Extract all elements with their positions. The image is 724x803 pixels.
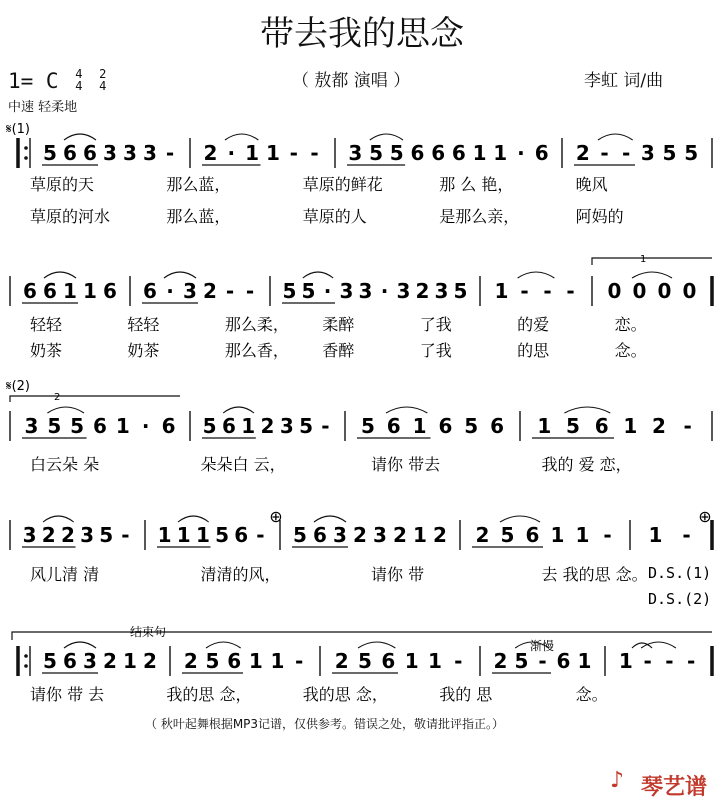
note: 6 <box>234 523 249 547</box>
lyric-verse-1: 清清的风， <box>200 565 281 584</box>
note: 5 <box>202 414 217 438</box>
note: 5 <box>47 414 62 438</box>
lyric-verse-2: 香醉 <box>322 341 355 360</box>
note: 6 <box>103 279 117 303</box>
lyric-verse-2: 是那么亲， <box>439 207 520 226</box>
slur <box>178 516 209 522</box>
note: 6 <box>451 141 466 165</box>
note: - <box>622 141 631 165</box>
note: 1 <box>248 649 263 673</box>
note: 1 <box>63 279 77 303</box>
note: · <box>141 414 150 438</box>
lyric-verse-2: 草原的人 <box>302 207 367 226</box>
slur <box>47 407 84 413</box>
repeat-dot <box>24 146 28 150</box>
time-sig-2: 2 4 <box>99 67 107 93</box>
note: 5 <box>464 414 479 438</box>
slur <box>223 407 254 413</box>
note: - <box>289 141 298 165</box>
note: 5 <box>389 141 404 165</box>
note: 1 <box>494 279 509 303</box>
volta-1-label: 1 <box>640 254 647 265</box>
note: 2 <box>575 141 590 165</box>
lyric-verse-1: 柔醉 <box>322 315 355 334</box>
slur <box>386 407 427 413</box>
note: 3 <box>396 279 411 303</box>
note: - <box>665 649 674 673</box>
note: 3 <box>24 414 39 438</box>
note: 1 <box>270 649 285 673</box>
lyric-verse-1: 我的思 念， <box>302 685 388 704</box>
note: 1 <box>404 649 419 673</box>
lyric-verse-2: 那么蓝， <box>166 207 231 226</box>
lyric-verse-1: 去 我的思 念。 <box>541 565 648 584</box>
slur <box>44 272 76 278</box>
note: - <box>310 141 319 165</box>
note: 1 <box>493 141 508 165</box>
note: 6 <box>556 649 571 673</box>
slur <box>164 272 196 278</box>
lyric-verse-2: 奶茶 <box>30 341 63 360</box>
note: 2 <box>475 523 490 547</box>
lyric-verse-1: 轻轻 <box>30 315 63 334</box>
note: 2 <box>143 649 157 673</box>
note: 5 <box>662 141 677 165</box>
note: - <box>538 649 547 673</box>
note: 2 <box>334 649 349 673</box>
lyric-verse-1: 我的 爱 恋， <box>541 455 632 474</box>
slur <box>64 134 96 140</box>
note: 3 <box>434 279 449 303</box>
lyric-verse-2: 草原的河水 <box>30 207 111 226</box>
site-logo: 琴艺谱 <box>641 775 708 800</box>
note: - <box>295 649 304 673</box>
lyric-verse-2: 奶茶 <box>127 341 160 360</box>
lyric-verse-2: 的思 <box>517 341 550 360</box>
slur <box>43 516 74 522</box>
note: · <box>227 141 236 165</box>
note: 1 <box>575 523 590 547</box>
lyric-verse-1: 念。 <box>575 685 608 704</box>
key-text: 1= C <box>8 69 59 93</box>
note: - <box>600 141 609 165</box>
note: 5 <box>360 414 375 438</box>
note: 6 <box>386 414 401 438</box>
note: 6 <box>410 141 425 165</box>
note: 3 <box>279 414 294 438</box>
lyric-verse-2: 阿妈的 <box>575 207 624 226</box>
lyric-verse-1: 风儿清 清 <box>30 565 100 584</box>
note: 3 <box>358 279 373 303</box>
lyric-verse-1: 那么柔， <box>224 315 289 334</box>
note: 1 <box>550 523 565 547</box>
note: 3 <box>348 141 363 165</box>
note: 3 <box>143 141 157 165</box>
note: 3 <box>80 523 95 547</box>
note: 6 <box>23 279 37 303</box>
coda-bracket <box>12 632 712 640</box>
note: 5 <box>43 141 57 165</box>
note: 3 <box>123 141 137 165</box>
note: 2 <box>260 414 275 438</box>
note: 6 <box>313 523 327 547</box>
note: 1 <box>412 414 427 438</box>
volta-2-label: 2 <box>54 392 61 403</box>
note: 5 <box>514 649 529 673</box>
note: - <box>520 279 529 303</box>
note: 2 <box>60 523 75 547</box>
note: 2 <box>433 523 447 547</box>
volta-2-bracket <box>10 396 180 402</box>
note: 6 <box>161 414 176 438</box>
note: 2 <box>493 649 508 673</box>
note: 6 <box>63 141 77 165</box>
repeat-dot <box>24 664 28 668</box>
note: 5 <box>301 279 316 303</box>
note: 1 <box>245 141 260 165</box>
note: 2 <box>203 279 217 303</box>
lyric-verse-2: 念。 <box>614 341 647 360</box>
note: 3 <box>373 523 387 547</box>
note: 5 <box>500 523 515 547</box>
note: · <box>323 279 332 303</box>
note: 6 <box>534 141 549 165</box>
note: 2 <box>353 523 367 547</box>
lyric-verse-1: 我的 思 <box>439 685 493 704</box>
lyric-verse-1: 请你 带去 <box>371 455 441 474</box>
note: 5 <box>299 414 314 438</box>
note: 1 <box>537 414 552 438</box>
note: 3 <box>183 279 197 303</box>
tempo-marking: 中速 轻柔地 <box>8 100 78 115</box>
volta-1-bracket <box>592 258 712 265</box>
lyric-verse-1: 那 么 艳， <box>439 175 514 194</box>
note: 6 <box>93 414 107 438</box>
note: 1 <box>83 279 97 303</box>
note: 1 <box>472 141 487 165</box>
slur <box>225 134 258 140</box>
note: 2 <box>415 279 430 303</box>
note: 2 <box>203 141 218 165</box>
note: 3 <box>22 523 37 547</box>
note: 6 <box>594 414 609 438</box>
coda-label: 结束句 <box>130 625 167 639</box>
note: · <box>380 279 389 303</box>
lyric-verse-1: 草原的鲜花 <box>302 175 383 194</box>
note: 3 <box>333 523 347 547</box>
lyric-verse-2: 那么香， <box>224 341 289 360</box>
note: 5 <box>43 649 57 673</box>
lyric-verse-2: 了我 <box>419 341 452 360</box>
note: - <box>321 414 330 438</box>
slur <box>314 516 346 522</box>
note: 6 <box>143 279 157 303</box>
note: - <box>256 523 265 547</box>
note: - <box>225 279 235 303</box>
note: 2 <box>652 414 666 438</box>
note: - <box>566 279 575 303</box>
slur <box>64 642 96 648</box>
slur <box>370 134 403 140</box>
lyric-verse-1: 朵朵白 云， <box>200 455 286 474</box>
note: 3 <box>640 141 655 165</box>
lyric-verse-1: 请你 带 <box>371 565 425 584</box>
slur <box>564 407 610 413</box>
lyric-verse-1: 了我 <box>419 315 452 334</box>
logo-icon: ♪ <box>610 768 625 793</box>
note: 2 <box>41 523 56 547</box>
lyric-verse-1: 请你 带 去 <box>30 685 105 704</box>
song-title: 带去我的思念 <box>260 14 464 54</box>
slur <box>358 642 395 648</box>
note: - <box>686 649 696 673</box>
note: 0 <box>607 279 622 303</box>
lyric-verse-1: 的爱 <box>517 315 550 334</box>
slur <box>518 272 555 278</box>
note: 6 <box>431 141 446 165</box>
note: 1 <box>176 523 191 547</box>
lyric-verse-1: 那么蓝， <box>166 175 231 194</box>
note: - <box>543 279 552 303</box>
note: 5 <box>205 649 220 673</box>
lyric-verse-1: 恋。 <box>614 315 647 334</box>
author-credit: 李虹 词/曲 <box>584 71 664 91</box>
note: · <box>517 141 525 165</box>
repeat-dot <box>24 654 28 658</box>
lyric-verse-1: 晚风 <box>575 175 608 194</box>
note: 0 <box>657 279 672 303</box>
lyric-verse-1: 轻轻 <box>127 315 160 334</box>
note: 1 <box>157 523 172 547</box>
note: 2 <box>183 649 198 673</box>
note: 1 <box>577 649 592 673</box>
note: 6 <box>525 523 540 547</box>
note: 1 <box>195 523 210 547</box>
note: - <box>603 523 612 547</box>
note: - <box>683 414 692 438</box>
time-sig-1: 4 4 <box>75 67 83 93</box>
note: - <box>682 523 691 547</box>
note: 3 <box>103 141 117 165</box>
note: 1 <box>413 523 427 547</box>
note: 5 <box>453 279 468 303</box>
lyric-verse-1: 白云朵 朵 <box>30 455 100 474</box>
note: - <box>643 649 652 673</box>
note: 6 <box>227 649 242 673</box>
transcription-note: （ 秋叶起舞根据MP3记谱，仅供参考。错误之处，敬请批评指正。） <box>145 717 505 731</box>
lyric-verse-1: 草原的天 <box>30 175 95 194</box>
singer-credit: （ 敖都 演唱 ） <box>292 71 411 91</box>
slur <box>303 272 333 278</box>
segno-2-mark: 𝄋(2) <box>6 379 31 394</box>
ds-1-mark: D.S.(1) <box>648 564 712 582</box>
note: 6 <box>381 649 396 673</box>
note: 1 <box>428 649 442 673</box>
note: 0 <box>682 279 697 303</box>
note: 6 <box>63 649 77 673</box>
note: 1 <box>123 649 137 673</box>
note: 5 <box>358 649 372 673</box>
note: - <box>121 523 130 547</box>
note: - <box>454 649 463 673</box>
note: 1 <box>241 414 256 438</box>
note: 5 <box>70 414 85 438</box>
slur <box>598 134 633 140</box>
note: 5 <box>293 523 307 547</box>
slur <box>500 516 540 522</box>
note: 6 <box>221 414 236 438</box>
note: 6 <box>490 414 505 438</box>
note: 1 <box>618 649 633 673</box>
note: 3 <box>83 649 97 673</box>
coda-icon: ⊕ <box>698 507 712 526</box>
note: 6 <box>43 279 57 303</box>
note: · <box>166 279 174 303</box>
slur <box>206 642 241 648</box>
note: 5 <box>566 414 580 438</box>
rit-label: 渐慢 <box>530 639 555 653</box>
segno-1-mark: 𝄋(1) <box>6 122 31 137</box>
note: 1 <box>115 414 130 438</box>
slur <box>641 642 676 648</box>
note: 6 <box>83 141 97 165</box>
note: 5 <box>215 523 230 547</box>
note: - <box>245 279 255 303</box>
note: 2 <box>103 649 117 673</box>
note: 0 <box>632 279 647 303</box>
note: 5 <box>684 141 699 165</box>
ds-2-mark: D.S.(2) <box>648 590 712 608</box>
note: 5 <box>282 279 297 303</box>
note: 1 <box>265 141 280 165</box>
note: 6 <box>438 414 453 438</box>
note: 1 <box>623 414 638 438</box>
coda-icon: ⊕ <box>269 507 283 526</box>
note: 5 <box>99 523 114 547</box>
note: 5 <box>369 141 384 165</box>
note: 2 <box>393 523 407 547</box>
note: 1 <box>648 523 663 547</box>
note: - <box>165 141 175 165</box>
slur <box>632 272 672 278</box>
note: 3 <box>339 279 354 303</box>
lyric-verse-1: 我的思 念， <box>166 685 252 704</box>
repeat-dot <box>24 156 28 160</box>
